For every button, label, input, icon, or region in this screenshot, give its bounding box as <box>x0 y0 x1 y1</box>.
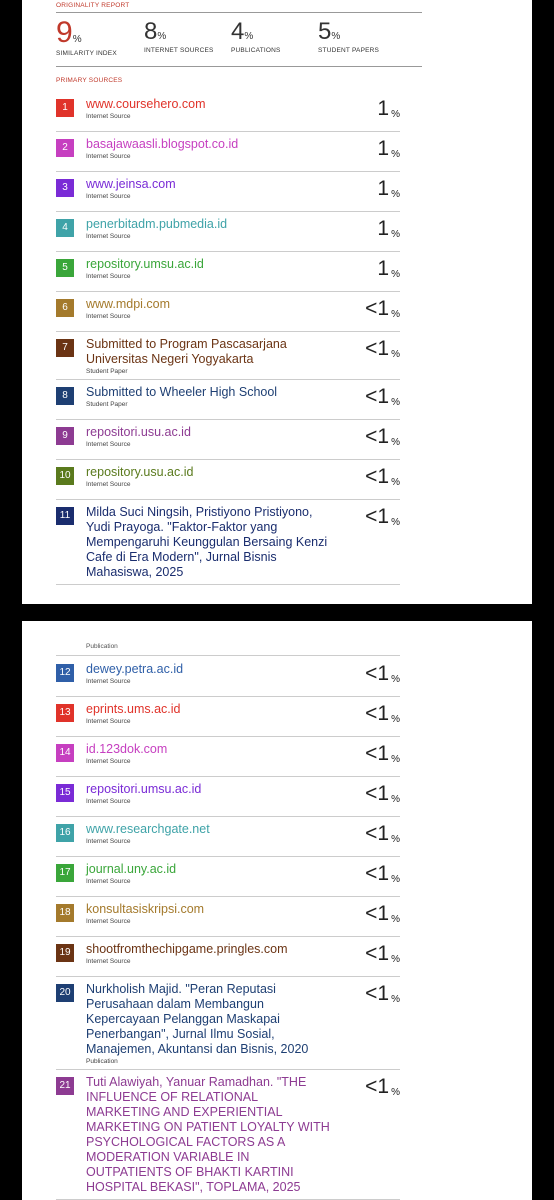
source-type: Internet Source <box>86 678 131 685</box>
source-row <box>56 92 400 132</box>
report-page-1 <box>22 0 532 604</box>
source-title[interactable]: journal.uny.ac.id <box>86 862 177 876</box>
source-type: Internet Source <box>86 798 131 805</box>
match-unit: % <box>391 714 400 725</box>
source-number-badge: 13 <box>56 704 74 722</box>
stat-value: 9 <box>56 16 73 49</box>
sources-list <box>56 657 400 1200</box>
match-value: <1 <box>365 702 390 725</box>
match-unit: % <box>391 437 400 448</box>
source-row <box>56 977 400 1070</box>
source-type: Publication <box>86 1058 118 1065</box>
match-percentage <box>365 702 400 732</box>
divider <box>56 66 422 67</box>
match-value: <1 <box>365 742 390 765</box>
source-row <box>56 1070 400 1200</box>
match-unit: % <box>391 874 400 885</box>
source-type: Internet Source <box>86 958 131 965</box>
stat-similarity-index <box>56 16 117 57</box>
stat-value: 4 <box>231 18 245 45</box>
match-unit: % <box>391 914 400 925</box>
source-number-badge: 11 <box>56 507 74 525</box>
source-type: Student Paper <box>86 368 128 375</box>
source-number-badge: 4 <box>56 219 74 237</box>
source-number-badge: 7 <box>56 339 74 357</box>
match-value: <1 <box>365 337 390 360</box>
source-type: Internet Source <box>86 273 131 280</box>
match-unit: % <box>391 834 400 845</box>
match-value: <1 <box>365 822 390 845</box>
match-percentage <box>365 982 400 1012</box>
source-row <box>56 697 400 737</box>
match-percentage <box>365 942 400 972</box>
source-number-badge: 6 <box>56 299 74 317</box>
match-value: <1 <box>365 662 390 685</box>
source-row <box>56 252 400 292</box>
stat-label: INTERNET SOURCES <box>144 47 214 54</box>
match-value: 1 <box>377 137 390 160</box>
source-row <box>56 212 400 252</box>
match-unit: % <box>391 754 400 765</box>
source-title[interactable]: www.researchgate.net <box>86 822 210 836</box>
divider <box>56 12 422 13</box>
source-title[interactable]: repositori.usu.ac.id <box>86 425 191 439</box>
source-number-badge: 2 <box>56 139 74 157</box>
match-percentage <box>365 822 400 852</box>
source-title[interactable]: www.jeinsa.com <box>86 177 176 191</box>
source-number-badge: 21 <box>56 1077 74 1095</box>
source-type: Internet Source <box>86 878 131 885</box>
match-unit: % <box>391 1087 400 1098</box>
source-number-badge: 5 <box>56 259 74 277</box>
match-value: 1 <box>377 97 390 120</box>
source-type: Internet Source <box>86 838 131 845</box>
match-unit: % <box>391 794 400 805</box>
match-percentage <box>365 862 400 892</box>
source-title[interactable]: Submitted to Wheeler High School <box>86 385 278 399</box>
source-type: Internet Source <box>86 153 131 160</box>
match-value: <1 <box>365 982 390 1005</box>
source-row <box>56 777 400 817</box>
match-value: <1 <box>365 297 390 320</box>
stat-publications <box>231 20 281 54</box>
source-title[interactable]: dewey.petra.ac.id <box>86 662 184 676</box>
match-unit: % <box>391 397 400 408</box>
stat-label: SIMILARITY INDEX <box>56 50 117 57</box>
source-number-badge: 16 <box>56 824 74 842</box>
source-type: Student Paper <box>86 401 128 408</box>
match-unit: % <box>391 349 400 360</box>
source-row <box>56 460 400 500</box>
source-title[interactable]: repositori.umsu.ac.id <box>86 782 202 796</box>
source-row <box>56 172 400 212</box>
match-value: <1 <box>365 465 390 488</box>
source-number-badge: 8 <box>56 387 74 405</box>
source-row <box>56 332 400 380</box>
report-title: ORIGINALITY REPORT <box>56 2 130 9</box>
match-percentage <box>377 97 400 127</box>
source-number-badge: 10 <box>56 467 74 485</box>
source-number-badge: 19 <box>56 944 74 962</box>
source-row <box>56 132 400 172</box>
match-percentage <box>365 662 400 692</box>
source-title[interactable]: Milda Suci Ningsih, Pristiyono Pristiyono, Yudi Prayoga. "Faktor-Faktor yang Mempengaruhi Keunggulan Bersaing Kenzi Cafe di Era Modern", Jurnal Bisnis Mahasiswa, 2025 <box>86 505 328 579</box>
source-title[interactable]: Submitted to Program Pascasarjana Universitas Negeri Yogyakarta <box>86 337 287 366</box>
match-percentage <box>377 257 400 287</box>
match-value: <1 <box>365 782 390 805</box>
match-value: 1 <box>377 257 390 280</box>
source-title[interactable]: repository.umsu.ac.id <box>86 257 204 271</box>
match-unit: % <box>391 674 400 685</box>
source-row <box>56 292 400 332</box>
source-type: Internet Source <box>86 718 131 725</box>
match-value: <1 <box>365 425 390 448</box>
source-row <box>56 380 400 420</box>
match-percentage <box>365 385 400 415</box>
match-unit: % <box>391 109 400 120</box>
source-number-badge: 14 <box>56 744 74 762</box>
source-number-badge: 9 <box>56 427 74 445</box>
source-title[interactable]: eprints.ums.ac.id <box>86 702 181 716</box>
stats-row <box>56 16 510 70</box>
stat-label: STUDENT PAPERS <box>318 47 380 54</box>
stat-unit: % <box>331 31 341 42</box>
source-title[interactable]: basajawaasli.blogspot.co.id <box>86 137 239 151</box>
match-value: <1 <box>365 385 390 408</box>
stat-unit: % <box>244 31 254 42</box>
stat-unit: % <box>72 34 82 45</box>
stat-student-papers <box>318 20 379 54</box>
source-type: Internet Source <box>86 113 131 120</box>
source-title[interactable]: penerbitadm.pubmedia.id <box>86 217 228 231</box>
match-unit: % <box>391 477 400 488</box>
source-title[interactable]: Nurkholish Majid. "Peran Reputasi Perusahaan dalam Membangun Kepercayaan Pelanggan Maskapai Penerbangan", Jurnal Ilmu Sosial, Manajemen, Akuntansi dan Bisnis, 2020 <box>86 982 309 1056</box>
source-type: Internet Source <box>86 313 131 320</box>
match-unit: % <box>391 309 400 320</box>
match-value: <1 <box>365 942 390 965</box>
match-percentage <box>365 505 400 535</box>
source-title[interactable]: id.123dok.com <box>86 742 168 756</box>
section-title: PRIMARY SOURCES <box>56 77 123 84</box>
match-value: <1 <box>365 902 390 925</box>
match-unit: % <box>391 269 400 280</box>
report-page-2 <box>22 621 532 1200</box>
source-title[interactable]: www.mdpi.com <box>86 297 171 311</box>
match-percentage <box>365 337 400 367</box>
source-number-badge: 1 <box>56 99 74 117</box>
match-percentage <box>365 1075 400 1105</box>
source-number-badge: 15 <box>56 784 74 802</box>
match-percentage <box>365 297 400 327</box>
stat-internet-sources <box>144 20 214 54</box>
source-type: Internet Source <box>86 441 131 448</box>
source-row <box>56 420 400 460</box>
match-unit: % <box>391 189 400 200</box>
source-type: Internet Source <box>86 193 131 200</box>
match-percentage <box>365 742 400 772</box>
match-unit: % <box>391 149 400 160</box>
match-unit: % <box>391 517 400 528</box>
source-title[interactable]: shootfromthechipgame.pringles.com <box>86 942 288 956</box>
match-value: 1 <box>377 217 390 240</box>
stat-label: PUBLICATIONS <box>231 47 281 54</box>
match-percentage <box>365 465 400 495</box>
match-unit: % <box>391 994 400 1005</box>
source-row <box>56 857 400 897</box>
source-type: Internet Source <box>86 758 131 765</box>
source-number-badge: 17 <box>56 864 74 882</box>
source-type: Internet Source <box>86 918 131 925</box>
match-percentage <box>365 425 400 455</box>
source-type: Internet Source <box>86 481 131 488</box>
match-percentage <box>377 177 400 207</box>
source-row <box>56 737 400 777</box>
match-unit: % <box>391 229 400 240</box>
source-type-note: Publication <box>86 643 118 650</box>
match-value: <1 <box>365 1075 390 1098</box>
match-percentage <box>377 137 400 167</box>
sources-list <box>56 92 400 585</box>
source-number-badge: 20 <box>56 984 74 1002</box>
match-value: <1 <box>365 862 390 885</box>
stat-value: 5 <box>318 18 332 45</box>
source-title[interactable]: www.coursehero.com <box>86 97 206 111</box>
source-row <box>56 500 400 585</box>
stat-unit: % <box>157 31 167 42</box>
match-percentage <box>365 782 400 812</box>
source-number-badge: 18 <box>56 904 74 922</box>
source-row <box>56 817 400 857</box>
match-percentage <box>377 217 400 247</box>
source-number-badge: 3 <box>56 179 74 197</box>
match-unit: % <box>391 954 400 965</box>
source-row <box>56 657 400 697</box>
stat-value: 8 <box>144 18 158 45</box>
divider <box>56 655 400 656</box>
source-row <box>56 897 400 937</box>
match-value: 1 <box>377 177 390 200</box>
source-title[interactable]: repository.usu.ac.id <box>86 465 194 479</box>
source-type: Internet Source <box>86 233 131 240</box>
match-value: <1 <box>365 505 390 528</box>
source-number-badge: 12 <box>56 664 74 682</box>
source-title[interactable]: konsultasiskripsi.com <box>86 902 205 916</box>
match-percentage <box>365 902 400 932</box>
source-title[interactable]: Tuti Alawiyah, Yanuar Ramadhan. "THE INFLUENCE OF RELATIONAL MARKETING AND EXPERIENTIAL MARKETING ON PATIENT LOYALTY WITH PSYCHOLOGICAL FACTORS AS A MODERATION VARIABLE IN OUTPATIENTS OF BHAKTI KARTINI HOSPITAL BEKASI", TOPLAMA, 2025 <box>86 1075 330 1194</box>
source-row <box>56 937 400 977</box>
